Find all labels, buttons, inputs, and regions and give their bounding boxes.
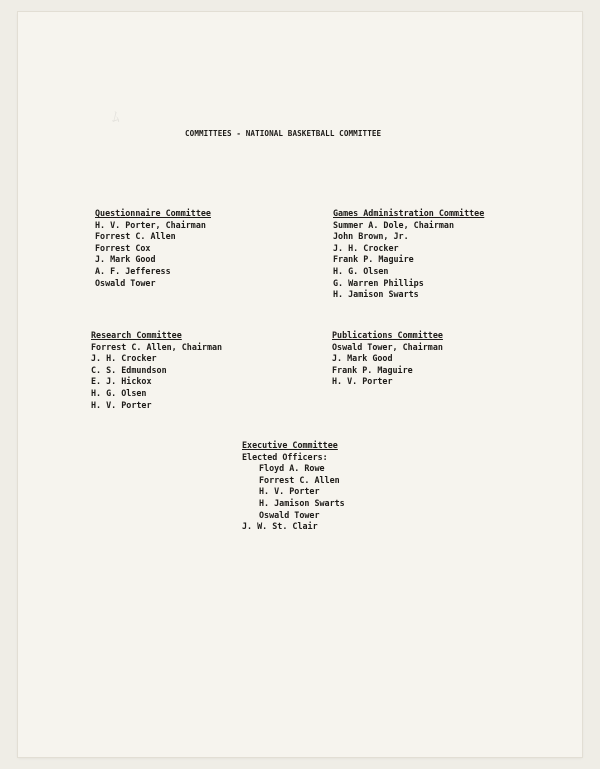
committee-heading: Games Administration Committee (333, 208, 485, 218)
committee-heading: Research Committee (91, 330, 182, 340)
member-line: Forrest C. Allen, Chairman (91, 341, 223, 352)
member-line: J. W. St. Clair (242, 521, 318, 532)
member-line: H. Jamison Swarts (333, 289, 419, 300)
member-line: Oswald Tower (95, 277, 156, 288)
officer-line: Forrest C. Allen (259, 474, 340, 485)
member-line: E. J. Hickox (91, 376, 152, 387)
executive-committee (242, 440, 345, 533)
faint-mark: ﾑ (112, 108, 120, 126)
member-line: J. H. Crocker (91, 353, 157, 364)
elected-officers-label: Elected Officers: (242, 451, 328, 462)
member-line: Forrest Cox (95, 242, 151, 253)
member-line: Frank P. Maguire (333, 254, 414, 265)
research-committee (91, 330, 222, 411)
member-line: John Brown, Jr. (333, 231, 409, 242)
member-line: C. S. Edmundson (91, 364, 167, 375)
committee-heading: Executive Committee (242, 440, 338, 450)
officer-line: H. Jamison Swarts (259, 497, 345, 508)
member-line: Summer A. Dole, Chairman (333, 219, 455, 230)
officer-line: H. V. Porter (259, 486, 320, 497)
questionnaire-committee (95, 208, 211, 289)
member-line: G. Warren Phillips (333, 277, 424, 288)
member-line: H. V. Porter (91, 399, 152, 410)
member-line: J. Mark Good (332, 353, 393, 364)
document-title: COMMITTEES - NATIONAL BASKETBALL COMMITTEE (185, 129, 382, 138)
member-line: Oswald Tower, Chairman (332, 341, 443, 352)
member-line: H. V. Porter (332, 376, 393, 387)
member-line: J. H. Crocker (333, 242, 399, 253)
member-line: J. Mark Good (95, 254, 156, 265)
committee-heading: Questionnaire Committee (95, 208, 211, 218)
member-line: H. G. Olsen (91, 387, 147, 398)
member-line: H. V. Porter, Chairman (95, 219, 206, 230)
publications-committee (332, 330, 443, 388)
committee-heading: Publications Committee (332, 330, 443, 340)
games-administration-committee (333, 208, 484, 301)
member-line: H. G. Olsen (333, 265, 389, 276)
officer-line: Floyd A. Rowe (259, 463, 325, 474)
officer-line: Oswald Tower (259, 509, 320, 520)
member-line: Frank P. Maguire (332, 364, 413, 375)
member-line: Forrest C. Allen (95, 231, 176, 242)
member-line: A. F. Jefferess (95, 265, 171, 276)
